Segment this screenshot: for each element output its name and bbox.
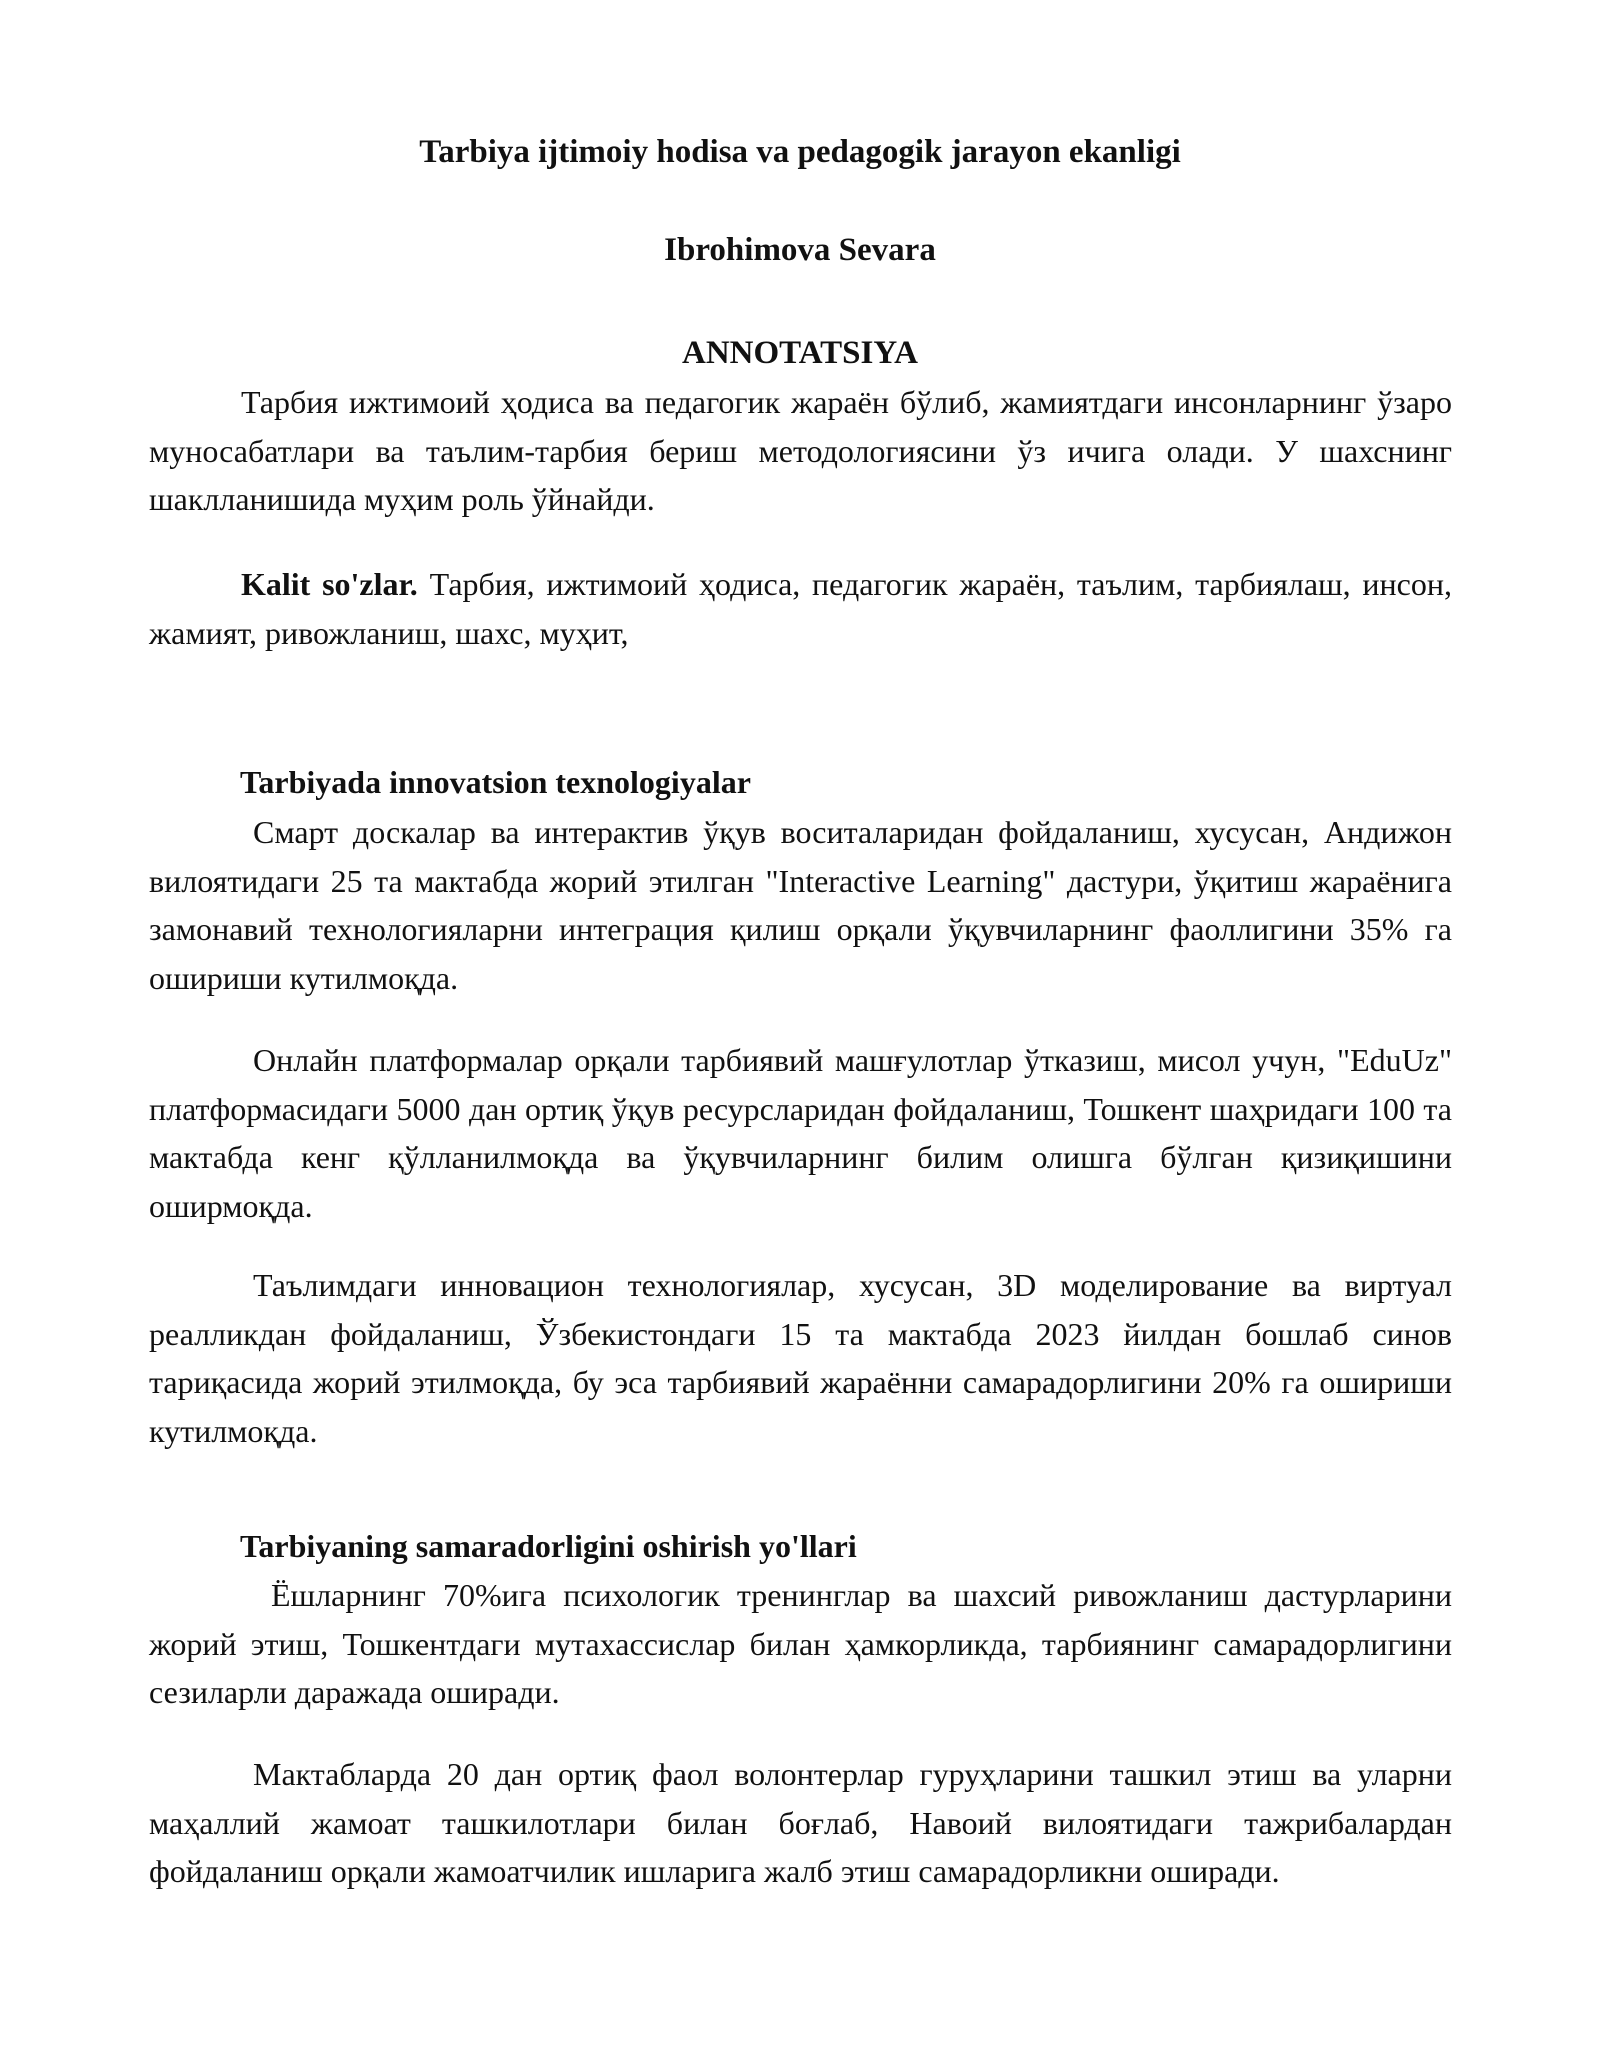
section1-paragraph: Смарт доскалар ва интерактив ўқув воситаларидан фойдаланиш, хусусан, Андижон вилоятидаги 25 та мактабда жорий этилган "Interactive Learning" дастури, ўқитиш жараёнига замонавий технологияларни интеграция қилиш орқали ўқувчиларнинг фаоллигини 35% га ошириши кутилмоқда.	[149, 814, 1452, 996]
section1-paragraph: Онлайн платформалар орқали тарбиявий машғулотлар ўтказиш, мисол учун, "EduUz" платформасидаги 5000 дан ортиқ ўқув ресурсларидан фойдаланиш, Тошкент шаҳридаги 100 та мактабда кенг қўлланилмоқда ва ўқувчиларнинг билим олишга бўлган қизиқишини оширмоқда.	[149, 1042, 1452, 1224]
section-heading-innovative-technologies: Tarbiyada innovatsion texnologiyalar	[240, 764, 751, 800]
section2-paragraph: Ёшларнинг 70%ига психологик тренинглар ва шахсий ривожланиш дастурларини жорий этиш, Тошкентдаги мутахассислар билан ҳамкорликда, тарбиянинг самарадорлигини сезиларли даражада оширади.	[149, 1577, 1452, 1710]
author-name: Ibrohimova Sevara	[664, 232, 936, 268]
keywords-label: Kalit so'zlar.	[241, 566, 418, 602]
annotation-heading: ANNOTATSIYA	[682, 335, 918, 371]
document-title: Tarbiya ijtimoiy hodisa va pedagogik jarayon ekanligi	[419, 134, 1181, 170]
keywords-text: Тарбия, ижтимоий ҳодиса, педагогик жараён, таълим, тарбиялаш, инсон, жамият, ривожланиш, шахс, муҳит,	[149, 566, 1453, 651]
section-heading-efficiency-ways: Tarbiyaning samaradorligini oshirish yo'llari	[240, 1528, 857, 1564]
keywords-paragraph	[149, 560, 1452, 657]
section1-paragraph: Таълимдаги инновацион технологиялар, хусусан, 3D моделирование ва виртуал реалликдан фойдаланиш, Ўзбекистондаги 15 та мактабда 2023 йилдан бошлаб синов тариқасида жорий этилмоқда, бу эса тарбиявий жараённи самарадорлигини 20% га ошириши кутилмоқда.	[149, 1267, 1452, 1449]
section2-paragraph: Мактабларда 20 дан ортиқ фаол волонтерлар гуруҳларини ташкил этиш ва уларни маҳаллий жамоат ташкилотлари билан боғлаб, Навоий вилоятидаги тажрибалардан фойдаланиш орқали жамоатчилик ишларига жалб этиш самарадорликни оширади.	[149, 1756, 1452, 1889]
annotation-paragraph: Тарбия ижтимоий ҳодиса ва педагогик жараён бўлиб, жамиятдаги инсонларнинг ўзаро муносабатлари ва таълим-тарбия бериш методологиясини ўз ичига олади. У шахснинг шаклланишида муҳим роль ўйнайди.	[149, 384, 1452, 517]
